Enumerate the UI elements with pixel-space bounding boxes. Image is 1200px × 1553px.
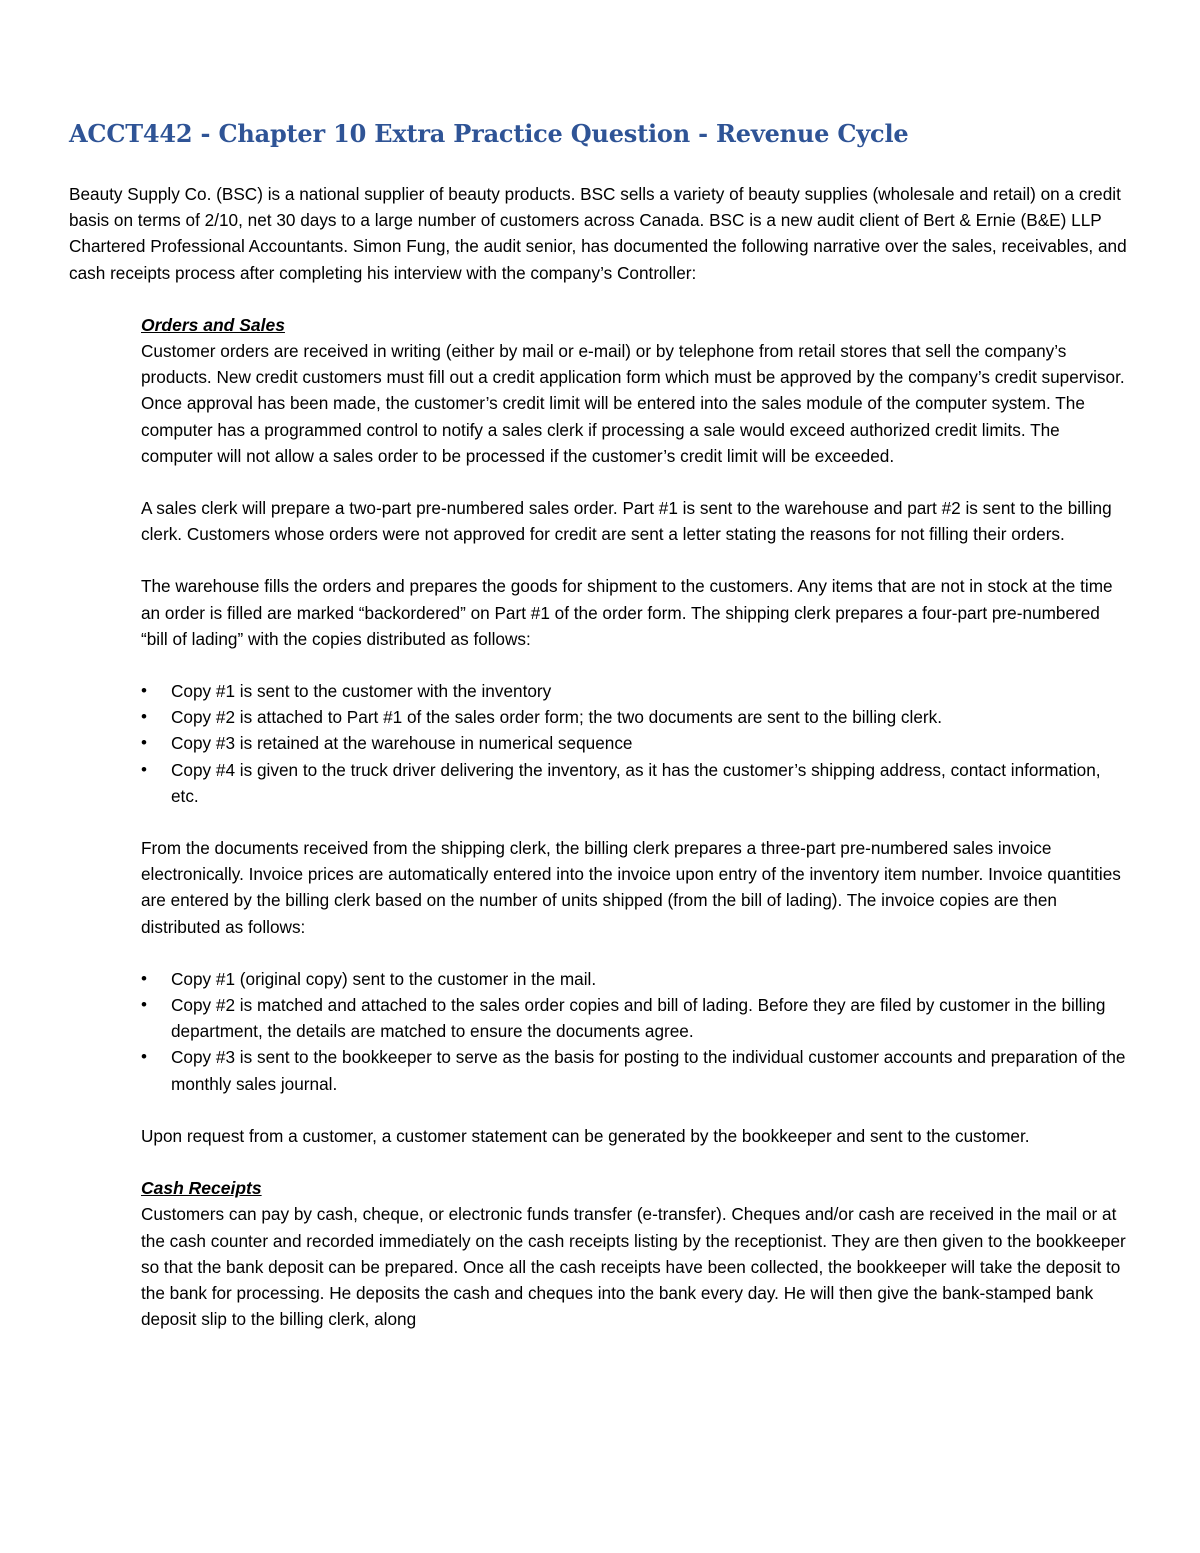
cash-receipts-heading: Cash Receipts — [141, 1178, 262, 1199]
list-item — [99, 678, 1131, 704]
bullet-icon: • — [141, 681, 147, 701]
orders-sales-heading: Orders and Sales — [141, 314, 285, 335]
list-item-text: Copy #3 is retained at the warehouse in numerical sequence — [171, 733, 633, 754]
spacer — [141, 1149, 1131, 1175]
statement-section — [141, 1097, 1131, 1332]
list-item — [99, 730, 1131, 756]
invoice-section — [141, 809, 1131, 966]
list-item-text: Copy #1 (original copy) sent to the customer in the mail. — [171, 968, 597, 989]
list-item-text: Copy #1 is sent to the customer with the inventory — [171, 681, 552, 702]
bullet-icon: • — [141, 707, 147, 727]
orders-sales-paragraph-4: From the documents received from the shipping clerk, the billing clerk prepares a three-part pre-numbered sales invoice electronically. Invoice prices are automatically entered into the invoice upon entry of the inventory item number. Invoice quantities are entered by the billing clerk based on the number of units shipped (from the bill of lading). The invoice copies are then distributed as follows: — [141, 838, 1121, 937]
intro-paragraph: Beauty Supply Co. (BSC) is a national supplier of beauty products. BSC sells a variety of beauty supplies (wholesale and retail) on a credit basis on terms of 2/10, net 30 days to a large number of customers across Canada. BSC is a new audit client of Bert & Ernie (B&E) LLP Chartered Professional Accountants. Simon Fung, the audit senior, has documented the following narrative over the sales, receivables, and cash receipts process after completing his interview with the company’s Controller: — [69, 184, 1127, 283]
list-item — [99, 1044, 1131, 1096]
orders-sales-paragraph-3: The warehouse fills the orders and prepares the goods for shipment to the customers. Any items that are not in stock at the time an order is filled are marked “backordered” on Part #1 of the order form. The shipping clerk prepares a four-part pre-numbered “bill of lading” with the copies distributed as follows: — [141, 576, 1113, 649]
spacer — [141, 652, 1131, 678]
spacer — [141, 1097, 1131, 1123]
list-item-text: Copy #2 is attached to Part #1 of the sales order form; the two documents are sent to the billing clerk. — [171, 707, 942, 728]
orders-sales-section — [141, 312, 1131, 678]
orders-sales-paragraph-1: Customer orders are received in writing (either by mail or e-mail) or by telephone from retail stores that sell the company’s products. New credit customers must fill out a credit application form which must be approved by the company’s credit supervisor. Once approval has been made, the customer’s credit limit will be entered into the sales module of the computer system. The computer has a programmed control to notify a sales clerk if processing a sale would exceed authorized credit limits. The computer will not allow a sales order to be processed if the customer’s credit limit will be exceeded. — [141, 341, 1125, 466]
spacer — [141, 469, 1131, 495]
spacer — [69, 286, 1131, 312]
cash-receipts-paragraph-1: Customers can pay by cash, cheque, or electronic funds transfer (e-transfer). Cheques and/or cash are received in the mail or at the cash counter and recorded immediately on the cash receipts listing by the receptionist. They are then given to the bookkeeper so that the bank deposit can be prepared. Once all the cash receipts have been collected, the bookkeeper will take the deposit to the bank for processing. He deposits the cash and cheques into the bank every day. He will then give the bank-stamped bank deposit slip to the billing clerk, along — [141, 1204, 1126, 1330]
orders-sales-paragraph-5: Upon request from a customer, a customer statement can be generated by the bookkeeper and sent to the customer. — [141, 1125, 1030, 1146]
spacer — [141, 940, 1131, 966]
orders-sales-paragraph-2: A sales clerk will prepare a two-part pre-numbered sales order. Part #1 is sent to the warehouse and part #2 is sent to the billing clerk. Customers whose orders were not approved for credit are sent a letter stating the reasons for not filling their orders. — [141, 498, 1112, 545]
list-item — [99, 966, 1131, 992]
document-page — [69, 118, 1131, 1332]
invoice-copies-list — [69, 966, 1131, 1097]
list-item-text: Copy #4 is given to the truck driver delivering the inventory, as it has the customer’s shipping address, contact information, etc. — [171, 759, 1101, 806]
bullet-icon: • — [141, 968, 147, 988]
list-item — [99, 757, 1131, 809]
list-item — [99, 704, 1131, 730]
spacer — [141, 547, 1131, 573]
list-item-text: Copy #2 is matched and attached to the sales order copies and bill of lading. Before they are filed by customer in the billing department, the details are matched to ensure the documents agree. — [171, 995, 1106, 1042]
spacer — [141, 809, 1131, 835]
bill-of-lading-list — [69, 678, 1131, 809]
list-item — [99, 992, 1131, 1044]
bullet-icon: • — [141, 1047, 147, 1067]
list-item-text: Copy #3 is sent to the bookkeeper to serve as the basis for posting to the individual customer accounts and preparation of the monthly sales journal. — [171, 1047, 1126, 1094]
bullet-icon: • — [141, 733, 147, 753]
bullet-icon: • — [141, 759, 147, 779]
bullet-icon: • — [141, 995, 147, 1015]
document-title: ACCT442 - Chapter 10 Extra Practice Question - Revenue Cycle — [69, 119, 909, 148]
